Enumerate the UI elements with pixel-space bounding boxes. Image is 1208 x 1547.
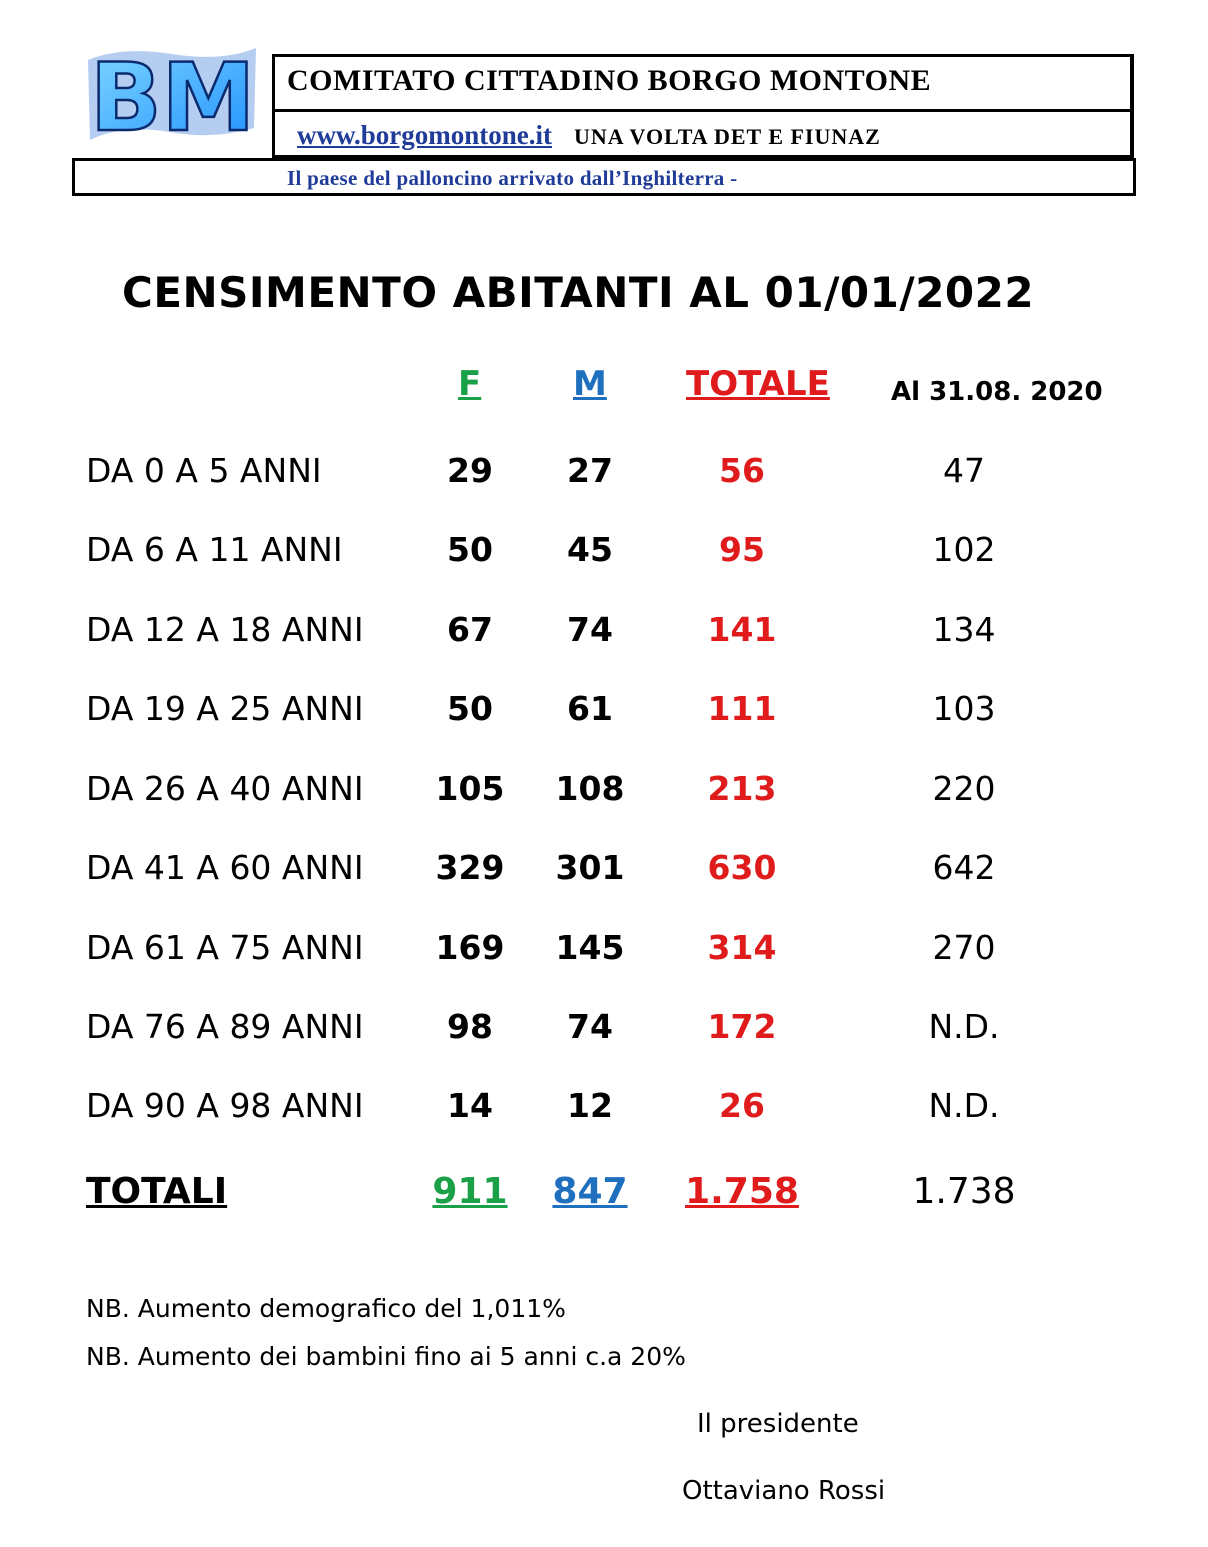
page-title: CENSIMENTO ABITANTI AL 01/01/2022	[122, 268, 1035, 317]
age-range-label: DA 26 A 40 ANNI	[86, 769, 364, 808]
website-line	[297, 113, 881, 157]
male-count: 45	[567, 530, 613, 569]
table-row	[0, 843, 1208, 893]
previous-count: 642	[932, 848, 996, 887]
male-count: 108	[555, 769, 625, 808]
tagline: Il paese del palloncino arrivato dall’Inghilterra -	[287, 166, 738, 190]
male-count: 61	[567, 689, 613, 728]
header-box	[272, 54, 1134, 158]
previous-count: 134	[932, 610, 996, 649]
signature-name: Ottaviano Rossi	[682, 1476, 886, 1506]
previous-count: 270	[932, 928, 996, 967]
female-count: 169	[435, 928, 505, 967]
total-count: 56	[719, 451, 765, 490]
previous-total: 1.738	[912, 1171, 1016, 1212]
age-range-label: DA 41 A 60 ANNI	[86, 848, 364, 887]
table-row	[0, 1002, 1208, 1052]
total-count: 172	[707, 1007, 777, 1046]
table-row	[0, 1081, 1208, 1131]
table-row	[0, 923, 1208, 973]
motto: UNA VOLTA DET E FIUNAZ	[574, 124, 881, 149]
previous-count: 103	[932, 689, 996, 728]
tagline-box	[72, 158, 1136, 196]
age-range-label: DA 6 A 11 ANNI	[86, 530, 343, 569]
previous-count: N.D.	[928, 1007, 1000, 1046]
previous-count: N.D.	[928, 1086, 1000, 1125]
age-range-label: DA 61 A 75 ANNI	[86, 928, 364, 967]
table-row	[0, 446, 1208, 496]
male-count: 74	[567, 1007, 613, 1046]
total-count: 630	[707, 848, 777, 887]
signature-role: Il presidente	[697, 1409, 859, 1439]
total-count: 26	[719, 1086, 765, 1125]
column-header-m: M	[573, 364, 607, 404]
total-count: 111	[707, 689, 777, 728]
age-range-label: DA 90 A 98 ANNI	[86, 1086, 364, 1125]
female-total: 911	[432, 1171, 508, 1212]
previous-count: 220	[932, 769, 996, 808]
bm-logo-graphic	[82, 40, 262, 144]
note-children: NB. Aumento dei bambini fino ai 5 anni c.a 20%	[86, 1342, 686, 1371]
female-count: 50	[447, 530, 493, 569]
totals-row	[0, 1164, 1208, 1220]
male-count: 12	[567, 1086, 613, 1125]
age-range-label: DA 19 A 25 ANNI	[86, 689, 364, 728]
total-count: 314	[707, 928, 777, 967]
totals-label: TOTALI	[86, 1171, 228, 1212]
website-link[interactable]: www.borgomontone.it	[297, 120, 552, 150]
previous-count: 47	[943, 451, 985, 490]
female-count: 98	[447, 1007, 493, 1046]
male-count: 27	[567, 451, 613, 490]
bm-logo	[82, 40, 262, 144]
table-row	[0, 525, 1208, 575]
grand-total: 1.758	[685, 1171, 799, 1212]
organization-name: COMITATO CITTADINO BORGO MONTONE	[275, 57, 1130, 112]
column-header-f: F	[458, 364, 482, 404]
male-count: 145	[555, 928, 625, 967]
age-range-label: DA 0 A 5 ANNI	[86, 451, 322, 490]
age-range-label: DA 76 A 89 ANNI	[86, 1007, 364, 1046]
age-range-label: DA 12 A 18 ANNI	[86, 610, 364, 649]
table-row	[0, 684, 1208, 734]
previous-count: 102	[932, 530, 996, 569]
female-count: 329	[435, 848, 505, 887]
total-count: 95	[719, 530, 765, 569]
table-row	[0, 764, 1208, 814]
female-count: 67	[447, 610, 493, 649]
column-header-previous: Al 31.08. 2020	[891, 377, 1103, 407]
total-count: 141	[707, 610, 777, 649]
male-count: 74	[567, 610, 613, 649]
note-demographic: NB. Aumento demografico del 1,011%	[86, 1294, 566, 1323]
female-count: 50	[447, 689, 493, 728]
column-header-total: TOTALE	[686, 364, 830, 404]
female-count: 105	[435, 769, 505, 808]
male-count: 301	[555, 848, 625, 887]
table-row	[0, 605, 1208, 655]
male-total: 847	[552, 1171, 628, 1212]
female-count: 14	[447, 1086, 493, 1125]
logo-text: BM	[90, 44, 256, 144]
female-count: 29	[447, 451, 493, 490]
total-count: 213	[707, 769, 777, 808]
